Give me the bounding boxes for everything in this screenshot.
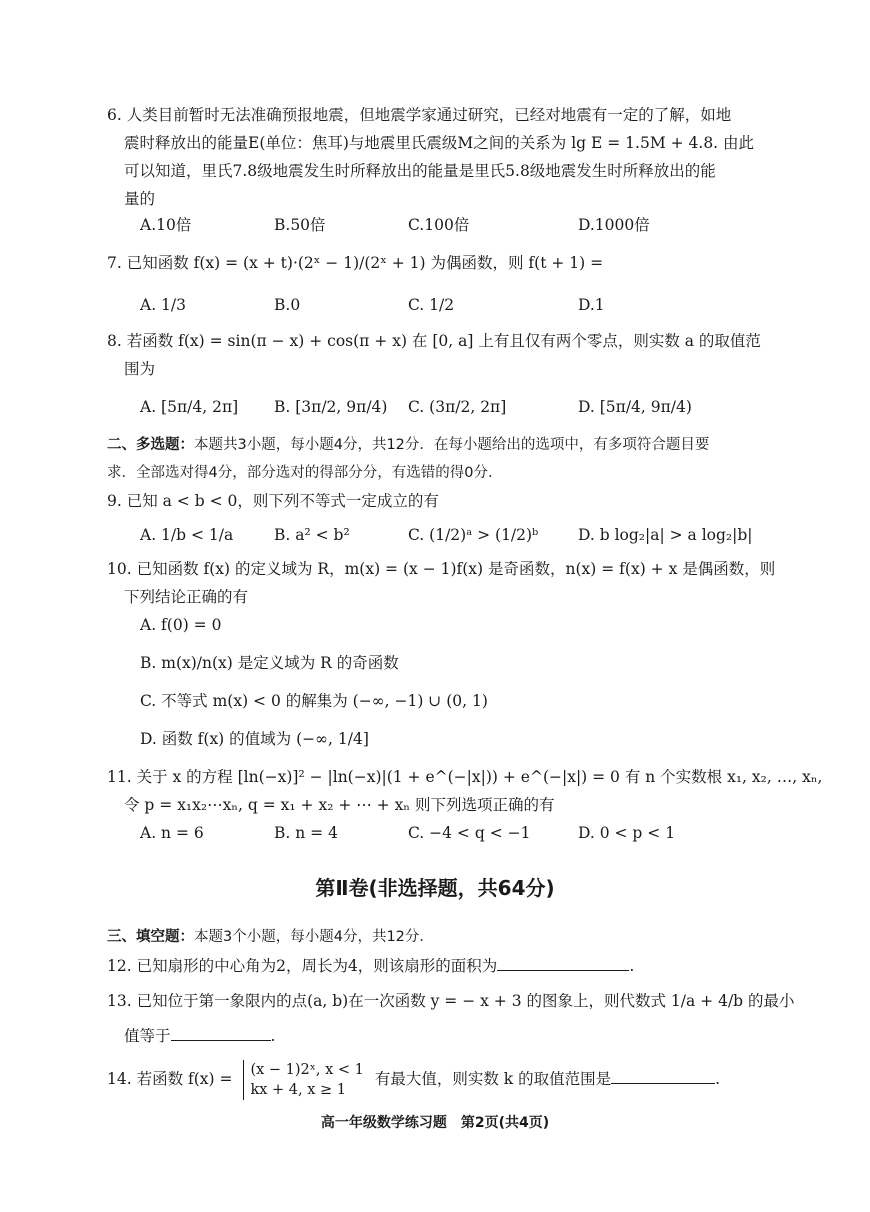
q8-option-a: A. [5π/4, 2π] — [140, 398, 239, 416]
q8-option-d: D. [5π/4, 9π/4) — [578, 398, 692, 416]
q10-line-1: 10. 已知函数 f(x) 的定义域为 R，m(x) = (x − 1)f(x) 是奇函数，n(x) = f(x) + x 是偶函数，则 — [107, 560, 776, 578]
q7-option-b: B.0 — [274, 296, 301, 314]
q11-line-1: 11. 关于 x 的方程 [ln(−x)]² − |ln(−x)|(1 + e^(−|x|)) + e^(−|x|) = 0 有 n 个实数根 x₁, x₂, …, xₙ, — [107, 768, 823, 786]
q7-option-d: D.1 — [578, 296, 605, 314]
q10-line-2: 下列结论正确的有 — [124, 588, 249, 606]
page-footer: 高一年级数学练习题 第2页(共4页) — [320, 1115, 550, 1131]
q6-line-1: 6. 人类目前暂时无法准确预报地震，但地震学家通过研究，已经对地震有一定的了解，如地 — [107, 106, 732, 124]
q9-option-c: C. (1/2)ᵃ > (1/2)ᵇ — [408, 526, 539, 544]
q14-case-1: (x − 1)2ˣ, x < 1 — [250, 1062, 364, 1078]
section-2-instructions-1: 本题共3小题，每小题4分，共12分．在每小题给出的选项中，有多项符合题目要 — [194, 437, 710, 453]
q6-option-b: B.50倍 — [274, 216, 326, 234]
q12-line — [107, 954, 634, 977]
q13-stem-end: 值等于 — [124, 1027, 171, 1045]
q6-line-4: 量的 — [124, 190, 156, 208]
q9-stem: 9. 已知 a < b < 0，则下列不等式一定成立的有 — [107, 492, 439, 510]
q13-line-2 — [124, 1024, 275, 1047]
q7-option-a: A. 1/3 — [140, 296, 186, 314]
section-3-instructions: 本题3个小题，每小题4分，共12分． — [194, 929, 434, 945]
q14-line — [107, 1060, 720, 1100]
q9-option-b: B. a² < b² — [274, 526, 350, 544]
q11-line-2: 令 p = x₁x₂⋯xₙ, q = x₁ + x₂ + ⋯ + xₙ 则下列选项正确的有 — [124, 796, 555, 814]
q8-option-b: B. [3π/2, 9π/4) — [274, 398, 388, 416]
q11-option-b: B. n = 4 — [274, 824, 338, 842]
q14-piecewise — [243, 1060, 363, 1100]
q9-option-a: A. 1/b < 1/a — [140, 526, 234, 544]
q12-period: . — [629, 957, 635, 975]
section-2-instructions-2: 求．全部选对得4分，部分选对的得部分分，有选错的得0分． — [107, 465, 503, 481]
q9-option-d: D. b log₂|a| > a log₂|b| — [578, 526, 753, 544]
q10-option-d: D. 函数 f(x) 的值域为 (−∞, 1/4] — [140, 730, 369, 748]
q7-stem: 7. 已知函数 f(x) = (x + t)·(2ˣ − 1)/(2ˣ + 1) 为偶函数，则 f(t + 1) = — [107, 254, 604, 272]
q11-option-c: C. −4 < q < −1 — [408, 824, 531, 842]
q14-prefix: 14. 若函数 f(x) = — [107, 1070, 233, 1088]
q7-option-c: C. 1/2 — [408, 296, 455, 314]
q6-line-3: 可以知道，里氏7.8级地震发生时所释放出的能量是里氏5.8级地震发生时所释放出的能 — [124, 162, 716, 180]
q12-answer-blank[interactable] — [497, 954, 629, 971]
section-3-title: 三、填空题： — [107, 929, 194, 945]
q13-period: . — [270, 1027, 276, 1045]
q10-option-c: C. 不等式 m(x) < 0 的解集为 (−∞, −1) ∪ (0, 1) — [140, 692, 488, 710]
section-2-title: 二、多选题： — [107, 437, 194, 453]
section-2-heading — [107, 434, 709, 456]
q10-option-b: B. m(x)/n(x) 是定义域为 R 的奇函数 — [140, 654, 399, 672]
q8-line-2: 围为 — [124, 360, 156, 378]
q14-case-2: kx + 4, x ≥ 1 — [250, 1082, 346, 1098]
q6-option-d: D.1000倍 — [578, 216, 650, 234]
q14-answer-blank[interactable] — [611, 1067, 715, 1084]
part-2-title: 第Ⅱ卷(非选择题，共64分) — [315, 876, 555, 900]
q13-answer-blank[interactable] — [171, 1024, 271, 1041]
q14-suffix: 有最大值，则实数 k 的取值范围是 — [374, 1070, 612, 1088]
q13-line-1: 13. 已知位于第一象限内的点(a, b)在一次函数 y = − x + 3 的图象上，则代数式 1/a + 4/b 的最小 — [107, 992, 795, 1010]
q6-line-2: 震时释放出的能量E(单位：焦耳)与地震里氏震级M之间的关系为 lg E = 1.5M + 4.8. 由此 — [124, 134, 755, 152]
q12-stem: 12. 已知扇形的中心角为2，周长为4，则该扇形的面积为 — [107, 957, 498, 975]
q6-option-a: A.10倍 — [140, 216, 192, 234]
section-3-heading — [107, 926, 434, 948]
q10-option-a: A. f(0) = 0 — [140, 616, 222, 634]
q11-option-d: D. 0 < p < 1 — [578, 824, 676, 842]
q14-period: . — [715, 1070, 721, 1088]
q11-option-a: A. n = 6 — [140, 824, 204, 842]
q8-line-1: 8. 若函数 f(x) = sin(π − x) + cos(π + x) 在 [0, a] 上有且仅有两个零点，则实数 a 的取值范 — [107, 332, 761, 350]
q6-option-c: C.100倍 — [408, 216, 470, 234]
q8-option-c: C. (3π/2, 2π] — [408, 398, 507, 416]
